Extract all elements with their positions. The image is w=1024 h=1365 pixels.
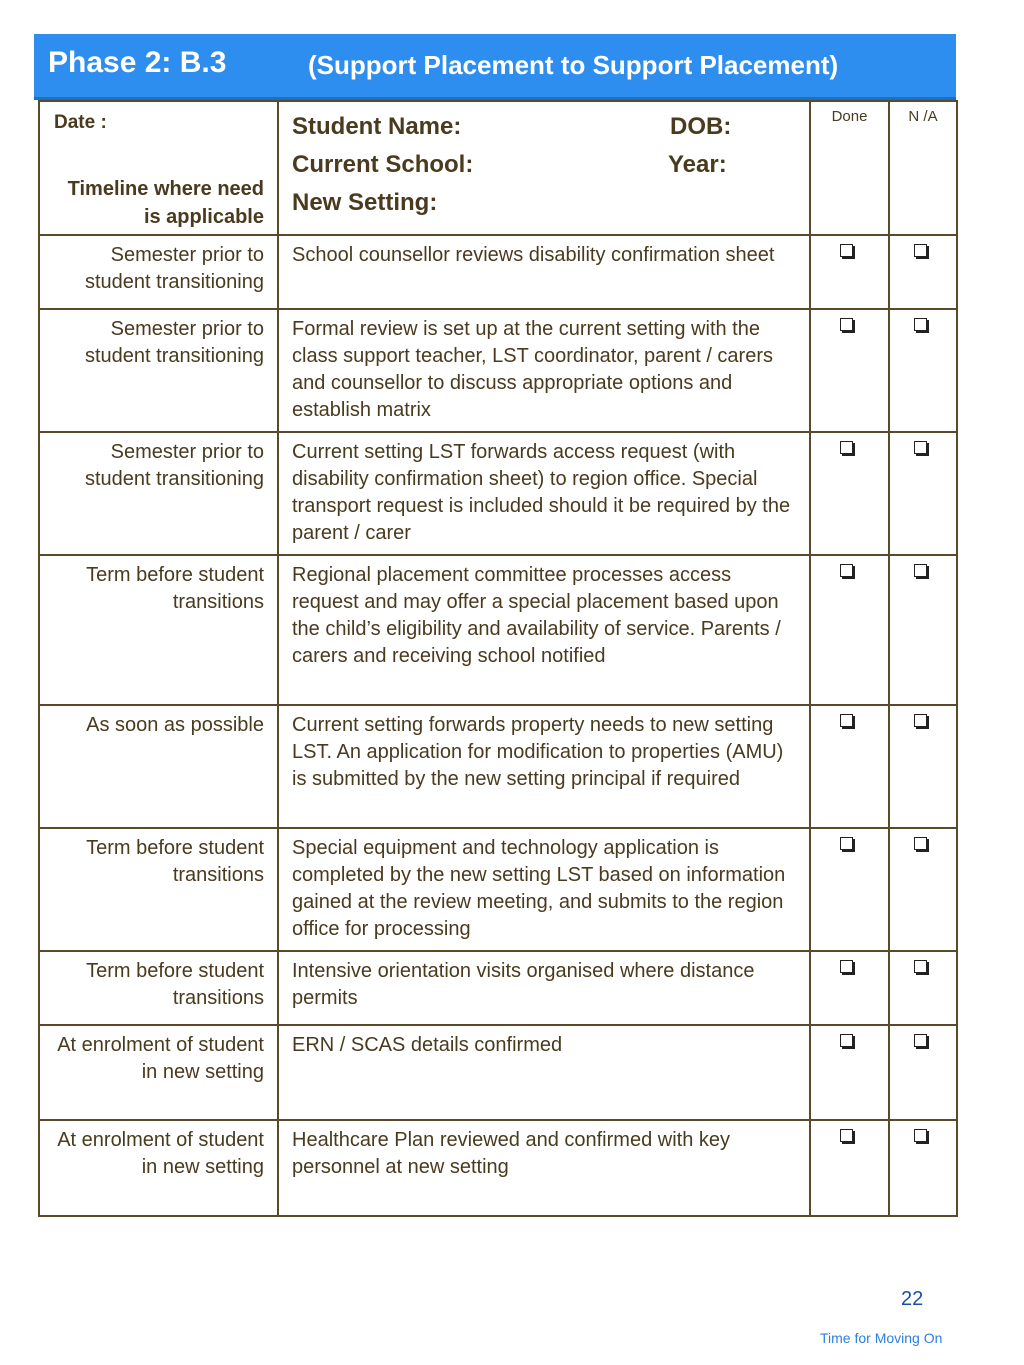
done-cell: [810, 1025, 889, 1120]
table-row: [39, 1120, 957, 1216]
dob-label: DOB:: [670, 113, 732, 140]
timeline-cell: Term before student transitions: [39, 555, 278, 705]
done-cell: [810, 309, 889, 432]
na-cell: [889, 1120, 957, 1216]
na-checkbox[interactable]: [914, 318, 927, 331]
timeline-cell: At enrolment of student in new setting: [39, 1025, 278, 1120]
done-checkbox[interactable]: [840, 564, 853, 577]
timeline-cell: Term before student transitions: [39, 951, 278, 1025]
done-cell: [810, 705, 889, 828]
table-row: [39, 1025, 957, 1120]
step-cell: Current setting LST forwards access request (with disability confirmation sheet) to region office. Special transport request is included should it be required by the parent / carer: [278, 432, 810, 555]
student-name-label: Student Name:: [292, 113, 462, 140]
na-header: N /A: [889, 101, 957, 235]
new-setting-label: New Setting:: [292, 189, 438, 216]
phase-title: Phase 2: B.3: [48, 46, 227, 79]
timeline-cell: Semester prior to student transitioning: [39, 309, 278, 432]
current-school-label: Current School:: [292, 151, 474, 178]
na-checkbox[interactable]: [914, 244, 927, 257]
step-cell: Current setting forwards property needs to new setting LST. An application for modification to properties (AMU) is submitted by the new setting principal if required: [278, 705, 810, 828]
done-checkbox[interactable]: [840, 1129, 853, 1142]
step-cell: Special equipment and technology application is completed by the new setting LST based on information gained at the review meeting, and submits to the region office for processing: [278, 828, 810, 951]
table-row: [39, 235, 957, 309]
step-cell: Formal review is set up at the current setting with the class support teacher, LST coordinator, parent / carers and counsellor to discuss appropriate options and establish matrix: [278, 309, 810, 432]
date-label: Date :: [54, 112, 107, 133]
na-checkbox[interactable]: [914, 837, 927, 850]
table-row: [39, 309, 957, 432]
done-checkbox[interactable]: [840, 1034, 853, 1047]
step-cell: Regional placement committee processes access request and may offer a special placement based upon the child’s eligibility and availability of service. Parents / carers and receiving school notified: [278, 555, 810, 705]
timeline-cell: Semester prior to student transitioning: [39, 432, 278, 555]
na-cell: [889, 555, 957, 705]
na-cell: [889, 309, 957, 432]
done-cell: [810, 828, 889, 951]
na-cell: [889, 828, 957, 951]
step-cell: School counsellor reviews disability confirmation sheet: [278, 235, 810, 309]
transition-checklist-table: [38, 100, 958, 1217]
done-checkbox[interactable]: [840, 244, 853, 257]
na-checkbox[interactable]: [914, 960, 927, 973]
footer-text: Time for Moving On: [820, 1330, 943, 1346]
table-row: [39, 951, 957, 1025]
header-row: [39, 101, 957, 235]
done-cell: [810, 555, 889, 705]
timeline-label: Timeline where need is applicable: [67, 178, 264, 228]
table-row: [39, 828, 957, 951]
done-cell: [810, 951, 889, 1025]
done-cell: [810, 1120, 889, 1216]
timeline-cell: As soon as possible: [39, 705, 278, 828]
date-timeline-header: [39, 101, 278, 235]
na-cell: [889, 432, 957, 555]
step-cell: Healthcare Plan reviewed and confirmed with key personnel at new setting: [278, 1120, 810, 1216]
done-checkbox[interactable]: [840, 441, 853, 454]
step-cell: ERN / SCAS details confirmed: [278, 1025, 810, 1120]
timeline-cell: Term before student transitions: [39, 828, 278, 951]
timeline-cell: Semester prior to student transitioning: [39, 235, 278, 309]
na-checkbox[interactable]: [914, 1034, 927, 1047]
step-cell: Intensive orientation visits organised where distance permits: [278, 951, 810, 1025]
na-cell: [889, 235, 957, 309]
table-row: [39, 555, 957, 705]
year-label: Year:: [668, 151, 727, 178]
done-checkbox[interactable]: [840, 837, 853, 850]
page-number: 22: [901, 1288, 924, 1310]
done-checkbox[interactable]: [840, 714, 853, 727]
table-row: [39, 705, 957, 828]
na-cell: [889, 1025, 957, 1120]
timeline-cell: At enrolment of student in new setting: [39, 1120, 278, 1216]
student-details-header: [278, 101, 810, 235]
na-cell: [889, 705, 957, 828]
phase-subtitle: (Support Placement to Support Placement): [308, 50, 839, 80]
done-header: Done: [810, 101, 889, 235]
done-cell: [810, 432, 889, 555]
table-row: [39, 432, 957, 555]
na-checkbox[interactable]: [914, 714, 927, 727]
title-banner: [34, 34, 956, 100]
na-checkbox[interactable]: [914, 1129, 927, 1142]
na-checkbox[interactable]: [914, 564, 927, 577]
done-cell: [810, 235, 889, 309]
done-checkbox[interactable]: [840, 318, 853, 331]
na-checkbox[interactable]: [914, 441, 927, 454]
done-checkbox[interactable]: [840, 960, 853, 973]
na-cell: [889, 951, 957, 1025]
